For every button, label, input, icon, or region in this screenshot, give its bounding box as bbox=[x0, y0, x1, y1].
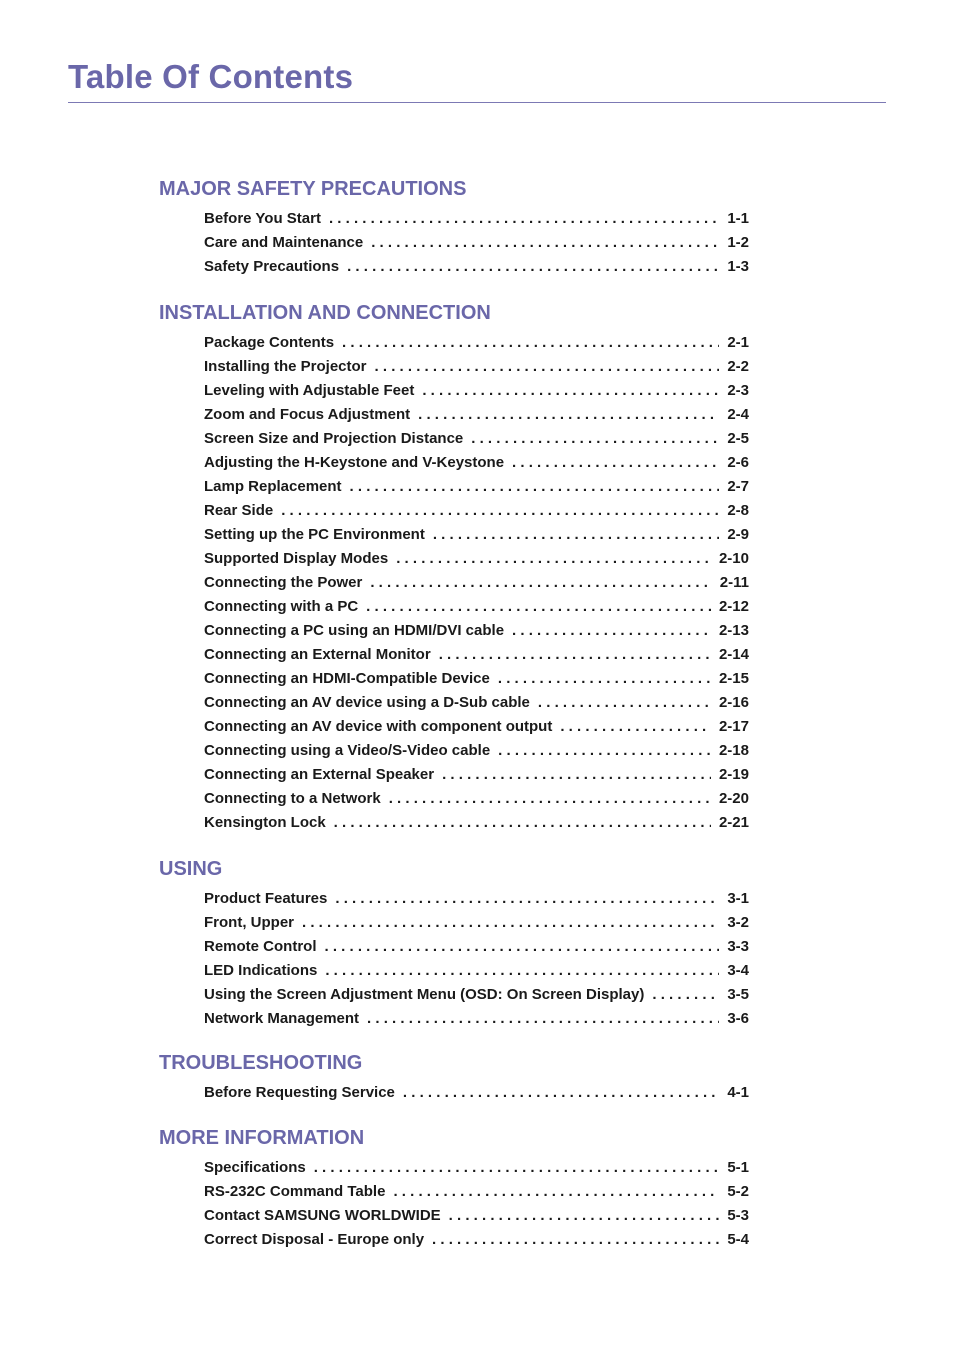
dot-leader bbox=[325, 959, 719, 983]
toc-entry-title: Supported Display Modes bbox=[204, 550, 389, 567]
toc-entry[interactable] bbox=[204, 887, 749, 911]
toc-entry-title: Installing the Projector bbox=[204, 358, 367, 375]
toc-entry[interactable] bbox=[204, 1204, 749, 1228]
toc-entry-title: Remote Control bbox=[204, 938, 317, 955]
dot-leader bbox=[314, 1156, 720, 1180]
toc-entry-page: 2-1 bbox=[727, 334, 749, 351]
toc-section-more-information bbox=[159, 1125, 759, 1252]
section-heading: INSTALLATION AND CONNECTION bbox=[159, 302, 491, 324]
toc-entry[interactable] bbox=[204, 355, 749, 379]
toc-entry-title: Care and Maintenance bbox=[204, 234, 364, 251]
toc-entry-title: Kensington Lock bbox=[204, 814, 326, 831]
toc-entry[interactable] bbox=[204, 427, 749, 451]
dot-leader bbox=[498, 739, 711, 763]
toc-entry-page: 3-5 bbox=[727, 986, 749, 1003]
toc-entry[interactable] bbox=[204, 1228, 749, 1252]
dot-leader bbox=[512, 619, 711, 643]
dot-leader bbox=[325, 935, 720, 959]
dot-leader bbox=[375, 355, 720, 379]
dot-leader bbox=[370, 571, 711, 595]
toc-entry-title: Connecting the Power bbox=[204, 574, 363, 591]
toc-entry-list bbox=[159, 207, 759, 279]
toc-entry-title: Zoom and Focus Adjustment bbox=[204, 406, 411, 423]
toc-entry-list bbox=[159, 1081, 759, 1105]
toc-entry[interactable] bbox=[204, 231, 749, 255]
toc-entry-title: Connecting with a PC bbox=[204, 598, 359, 615]
toc-entry-page: 2-15 bbox=[718, 670, 749, 687]
toc-entry[interactable] bbox=[204, 983, 749, 1007]
toc-entry-title: Connecting to a Network bbox=[204, 790, 381, 807]
toc-entry-page: 2-7 bbox=[727, 478, 749, 495]
toc-entry-title: Using the Screen Adjustment Menu (OSD: On Screen Display) bbox=[204, 986, 645, 1003]
dot-leader bbox=[471, 427, 719, 451]
page-title: Table Of Contents bbox=[68, 58, 354, 95]
dot-leader bbox=[403, 1081, 719, 1105]
toc-entry-title: Connecting an HDMI-Compatible Device bbox=[204, 670, 490, 687]
toc-entry-title: Product Features bbox=[204, 890, 328, 907]
toc-entry[interactable] bbox=[204, 255, 749, 279]
toc-entry[interactable] bbox=[204, 571, 749, 595]
title-divider bbox=[68, 102, 886, 103]
toc-entry[interactable] bbox=[204, 787, 749, 811]
dot-leader bbox=[396, 547, 711, 571]
toc-entry-page: 2-9 bbox=[727, 526, 749, 543]
toc-entry[interactable] bbox=[204, 1156, 749, 1180]
dot-leader bbox=[389, 787, 711, 811]
toc-entry-page: 3-2 bbox=[727, 914, 749, 931]
toc-entry-page: 1-3 bbox=[727, 258, 749, 275]
toc-entry-list bbox=[159, 1156, 759, 1252]
toc-entry[interactable] bbox=[204, 935, 749, 959]
toc-entry-page: 5-2 bbox=[727, 1183, 749, 1200]
dot-leader bbox=[433, 523, 719, 547]
dot-leader bbox=[302, 911, 719, 935]
toc-entry[interactable] bbox=[204, 547, 749, 571]
toc-entry-title: Adjusting the H-Keystone and V-Keystone bbox=[204, 454, 505, 471]
toc-entry-title: Leveling with Adjustable Feet bbox=[204, 382, 415, 399]
toc-entry-title: LED Indications bbox=[204, 962, 318, 979]
toc-entry[interactable] bbox=[204, 619, 749, 643]
toc-entry[interactable] bbox=[204, 643, 749, 667]
toc-entry-title: Connecting an AV device with component output bbox=[204, 718, 553, 735]
toc-entry-title: Setting up the PC Environment bbox=[204, 526, 425, 543]
toc-entry-page: 3-3 bbox=[727, 938, 749, 955]
toc-entry[interactable] bbox=[204, 911, 749, 935]
toc-entry-page: 2-2 bbox=[727, 358, 749, 375]
toc-entry-page: 2-5 bbox=[727, 430, 749, 447]
dot-leader bbox=[367, 1007, 719, 1031]
toc-entry-page: 3-6 bbox=[727, 1010, 749, 1027]
toc-section-troubleshooting bbox=[159, 1050, 759, 1105]
toc-section-installation-and-connection bbox=[159, 300, 759, 835]
toc-entry-page: 3-1 bbox=[727, 890, 749, 907]
dot-leader bbox=[350, 475, 720, 499]
toc-section-major-safety-precautions bbox=[159, 176, 759, 279]
toc-entry-title: Rear Side bbox=[204, 502, 274, 519]
toc-entry-title: Connecting an External Monitor bbox=[204, 646, 431, 663]
dot-leader bbox=[442, 763, 711, 787]
toc-section-using bbox=[159, 856, 759, 1031]
toc-entry[interactable] bbox=[204, 1007, 749, 1031]
toc-entry-title: Correct Disposal - Europe only bbox=[204, 1231, 425, 1248]
dot-leader bbox=[342, 331, 719, 355]
toc-entry-page: 1-2 bbox=[727, 234, 749, 251]
toc-entry-page: 2-10 bbox=[718, 550, 749, 567]
toc-entry-page: 2-14 bbox=[718, 646, 749, 663]
toc-entry[interactable] bbox=[204, 499, 749, 523]
toc-entry-page: 2-21 bbox=[718, 814, 749, 831]
toc-entry-page: 4-1 bbox=[727, 1084, 749, 1101]
toc-entry-page: 2-16 bbox=[718, 694, 749, 711]
toc-entry-page: 2-11 bbox=[719, 574, 749, 591]
toc-entry-title: Package Contents bbox=[204, 334, 335, 351]
table-of-contents bbox=[159, 176, 759, 1252]
toc-entry-page: 2-18 bbox=[718, 742, 749, 759]
toc-entry[interactable] bbox=[204, 523, 749, 547]
toc-entry-title: Connecting an External Speaker bbox=[204, 766, 435, 783]
toc-entry[interactable] bbox=[204, 1081, 749, 1105]
dot-leader bbox=[329, 207, 719, 231]
toc-entry[interactable] bbox=[204, 763, 749, 787]
toc-entry-title: Front, Upper bbox=[204, 914, 294, 931]
dot-leader bbox=[281, 499, 719, 523]
toc-entry-title: Connecting an AV device using a D-Sub cable bbox=[204, 694, 530, 711]
dot-leader bbox=[335, 887, 719, 911]
dot-leader bbox=[334, 811, 711, 835]
toc-entry-list bbox=[159, 887, 759, 1031]
section-heading: TROUBLESHOOTING bbox=[159, 1052, 363, 1074]
dot-leader bbox=[422, 379, 719, 403]
toc-entry-title: Screen Size and Projection Distance bbox=[204, 430, 464, 447]
toc-entry-page: 5-3 bbox=[727, 1207, 749, 1224]
toc-entry-page: 2-17 bbox=[718, 718, 749, 735]
toc-entry[interactable] bbox=[204, 715, 749, 739]
section-heading: USING bbox=[159, 858, 223, 880]
toc-entry-title: Connecting using a Video/S-Video cable bbox=[204, 742, 491, 759]
dot-leader bbox=[449, 1204, 720, 1228]
toc-entry-page: 5-1 bbox=[727, 1159, 749, 1176]
toc-entry[interactable] bbox=[204, 667, 749, 691]
toc-entry-title: Lamp Replacement bbox=[204, 478, 342, 495]
toc-entry[interactable] bbox=[204, 959, 749, 983]
toc-entry[interactable] bbox=[204, 451, 749, 475]
dot-leader bbox=[347, 255, 719, 279]
section-heading: MORE INFORMATION bbox=[159, 1127, 365, 1149]
toc-entry-page: 5-4 bbox=[727, 1231, 749, 1248]
toc-entry-title: Before You Start bbox=[204, 210, 321, 227]
toc-entry[interactable] bbox=[204, 403, 749, 427]
dot-leader bbox=[393, 1180, 719, 1204]
dot-leader bbox=[432, 1228, 719, 1252]
toc-entry-title: Contact SAMSUNG WORLDWIDE bbox=[204, 1207, 441, 1224]
toc-entry-title: RS-232C Command Table bbox=[204, 1183, 386, 1200]
toc-entry[interactable] bbox=[204, 331, 749, 355]
dot-leader bbox=[652, 983, 719, 1007]
dot-leader bbox=[538, 691, 711, 715]
toc-entry-list bbox=[159, 331, 759, 835]
dot-leader bbox=[439, 643, 711, 667]
toc-entry-page: 2-19 bbox=[718, 766, 749, 783]
toc-entry-page: 2-3 bbox=[727, 382, 749, 399]
toc-entry-page: 2-13 bbox=[718, 622, 749, 639]
toc-entry[interactable] bbox=[204, 595, 749, 619]
toc-entry-title: Network Management bbox=[204, 1010, 360, 1027]
dot-leader bbox=[512, 451, 719, 475]
toc-entry-page: 2-6 bbox=[727, 454, 749, 471]
toc-entry-page: 2-8 bbox=[727, 502, 749, 519]
toc-entry[interactable] bbox=[204, 691, 749, 715]
dot-leader bbox=[498, 667, 711, 691]
toc-entry[interactable] bbox=[204, 207, 749, 231]
toc-entry-title: Safety Precautions bbox=[204, 258, 340, 275]
toc-entry-page: 2-20 bbox=[718, 790, 749, 807]
toc-entry-title: Connecting a PC using an HDMI/DVI cable bbox=[204, 622, 505, 639]
dot-leader bbox=[418, 403, 719, 427]
toc-entry[interactable] bbox=[204, 811, 749, 835]
toc-entry[interactable] bbox=[204, 739, 749, 763]
toc-entry-page: 1-1 bbox=[727, 210, 749, 227]
dot-leader bbox=[366, 595, 711, 619]
toc-entry-page: 2-12 bbox=[718, 598, 749, 615]
dot-leader bbox=[560, 715, 711, 739]
dot-leader bbox=[371, 231, 719, 255]
toc-entry-title: Specifications bbox=[204, 1159, 306, 1176]
toc-entry-page: 2-4 bbox=[727, 406, 749, 423]
toc-entry[interactable] bbox=[204, 379, 749, 403]
toc-entry[interactable] bbox=[204, 475, 749, 499]
toc-entry-page: 3-4 bbox=[727, 962, 749, 979]
section-heading: MAJOR SAFETY PRECAUTIONS bbox=[159, 178, 467, 200]
toc-entry-title: Before Requesting Service bbox=[204, 1084, 395, 1101]
toc-entry[interactable] bbox=[204, 1180, 749, 1204]
